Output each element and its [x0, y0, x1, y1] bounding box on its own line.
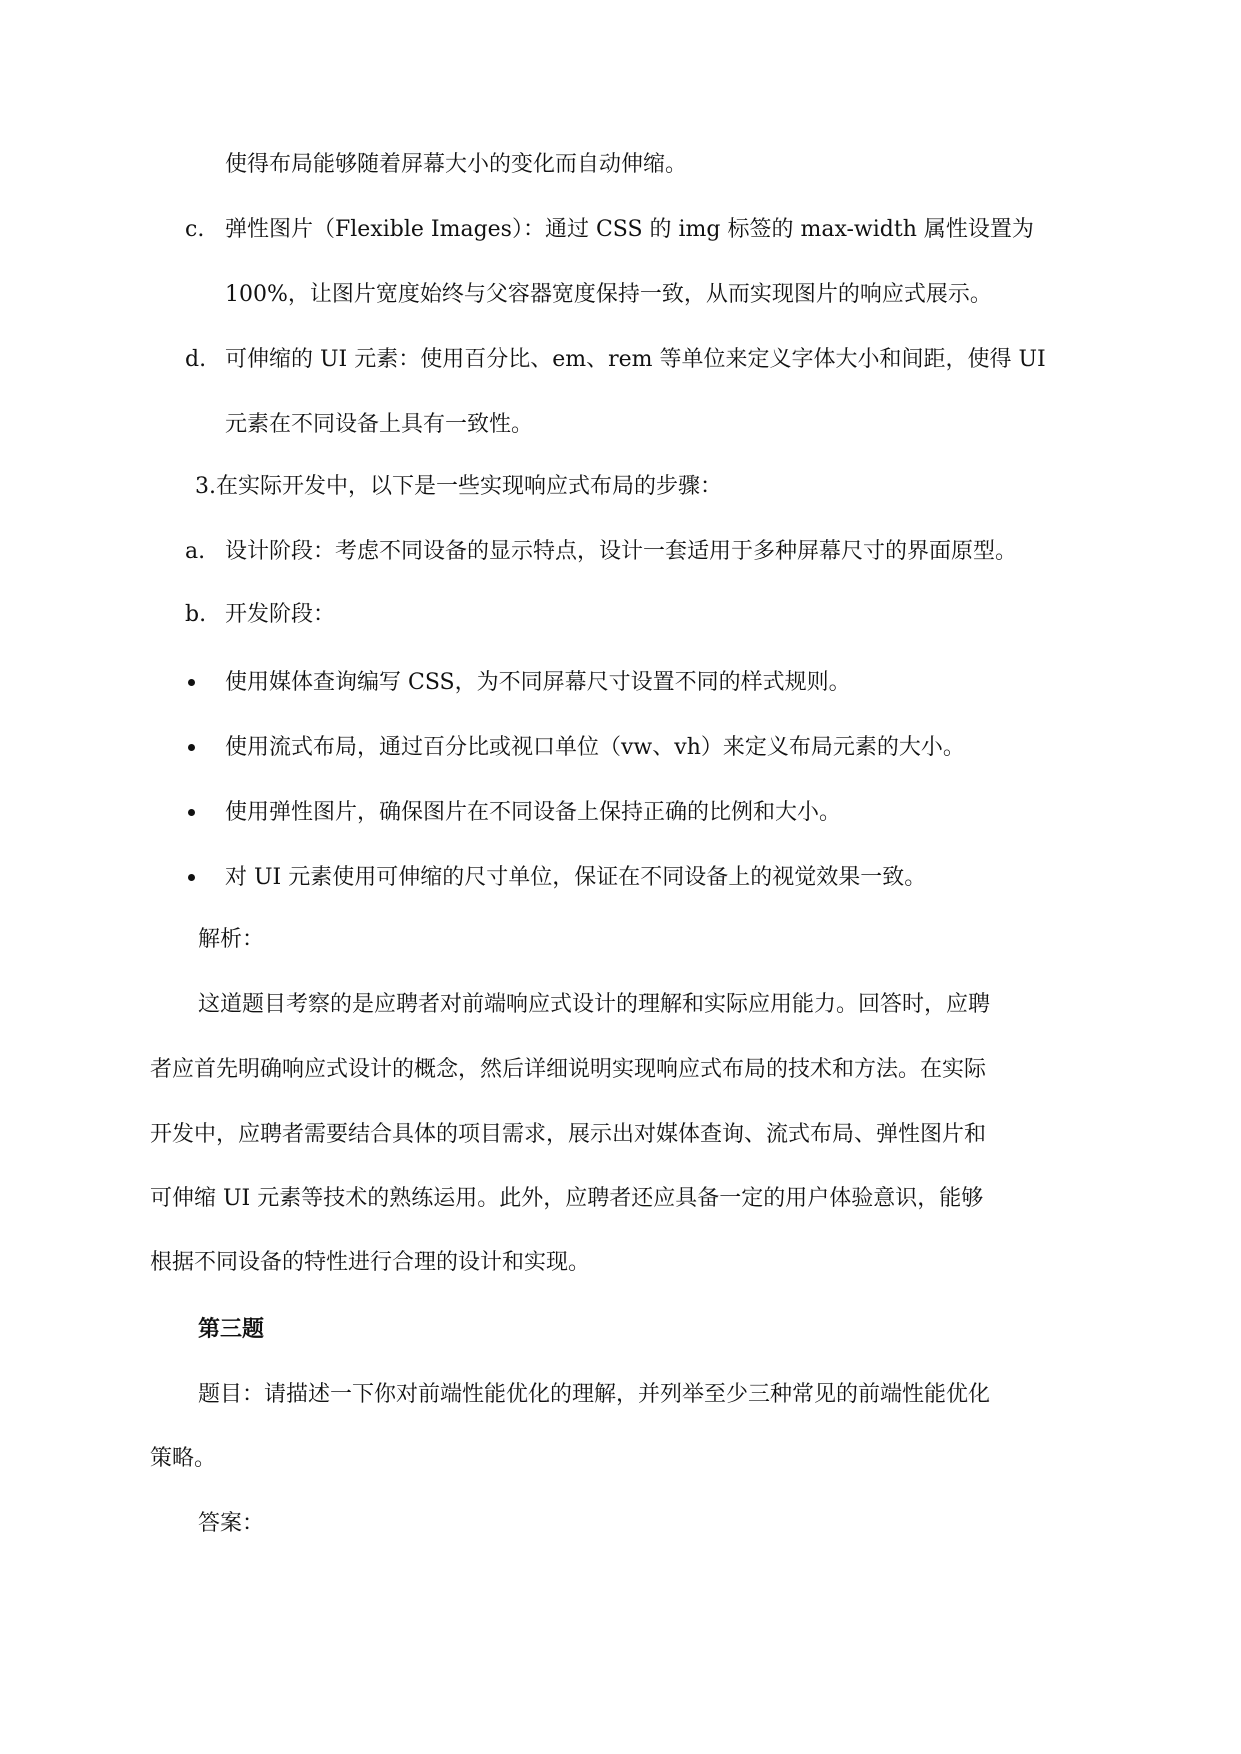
bullet-1-text: 使用媒体查询编写 CSS，为不同屏幕尺寸设置不同的样式规则。 — [225, 670, 851, 695]
question-3-title: 第三题 — [198, 1317, 265, 1342]
analysis-line-3: 开发中，应聘者需要结合具体的项目需求，展示出对媒体查询、流式布局、弹性图片和 — [150, 1122, 987, 1147]
analysis-line-1: 这道题目考察的是应聘者对前端响应式设计的理解和实际应用能力。回答时，应聘 — [198, 992, 991, 1017]
analysis-label: 解析： — [198, 927, 265, 952]
question-3-prompt-line-1: 题目：请描述一下你对前端性能优化的理解，并列举至少三种常见的前端性能优化 — [198, 1382, 991, 1407]
item-c-line-2: 100%，让图片宽度始终与父容器宽度保持一致，从而实现图片的响应式展示。 — [225, 282, 992, 307]
bullet-4-dot — [188, 874, 195, 881]
bullet-3-dot — [188, 809, 195, 816]
analysis-line-4: 可伸缩 UI 元素等技术的熟练运用。此外，应聘者还应具备一定的用户体验意识，能够 — [150, 1186, 984, 1211]
item-d-line-1: 可伸缩的 UI 元素：使用百分比、em、rem 等单位来定义字体大小和间距，使得 UI — [225, 347, 1046, 372]
bullet-2-dot — [188, 744, 195, 751]
item-d-marker: d. — [185, 347, 207, 372]
item-c-line-1: 弹性图片（Flexible Images）：通过 CSS 的 img 标签的 max-width 属性设置为 — [225, 217, 1034, 242]
question-3-answer-label: 答案： — [198, 1511, 265, 1536]
step-a-text: 设计阶段：考虑不同设备的显示特点，设计一套适用于多种屏幕尺寸的界面原型。 — [225, 539, 1018, 564]
step-b-marker: b. — [185, 602, 207, 627]
question-3-prompt-line-2: 策略。 — [150, 1446, 217, 1471]
item-d-line-2: 元素在不同设备上具有一致性。 — [225, 412, 534, 437]
step-a-marker: a. — [185, 539, 206, 564]
bullet-4-text: 对 UI 元素使用可伸缩的尺寸单位，保证在不同设备上的视觉效果一致。 — [225, 865, 927, 890]
section-3-heading: 3.在实际开发中，以下是一些实现响应式布局的步骤： — [195, 474, 722, 499]
bullet-3-text: 使用弹性图片，确保图片在不同设备上保持正确的比例和大小。 — [225, 800, 842, 825]
item-c-marker: c. — [185, 217, 205, 242]
analysis-line-2: 者应首先明确响应式设计的概念，然后详细说明实现响应式布局的技术和方法。在实际 — [150, 1057, 987, 1082]
step-b-text: 开发阶段： — [225, 602, 336, 627]
bullet-1-dot — [188, 679, 195, 686]
item-b-continuation: 使得布局能够随着屏幕大小的变化而自动伸缩。 — [225, 152, 688, 177]
analysis-line-5: 根据不同设备的特性进行合理的设计和实现。 — [150, 1250, 591, 1275]
bullet-2-text: 使用流式布局，通过百分比或视口单位（vw、vh）来定义布局元素的大小。 — [225, 735, 965, 760]
